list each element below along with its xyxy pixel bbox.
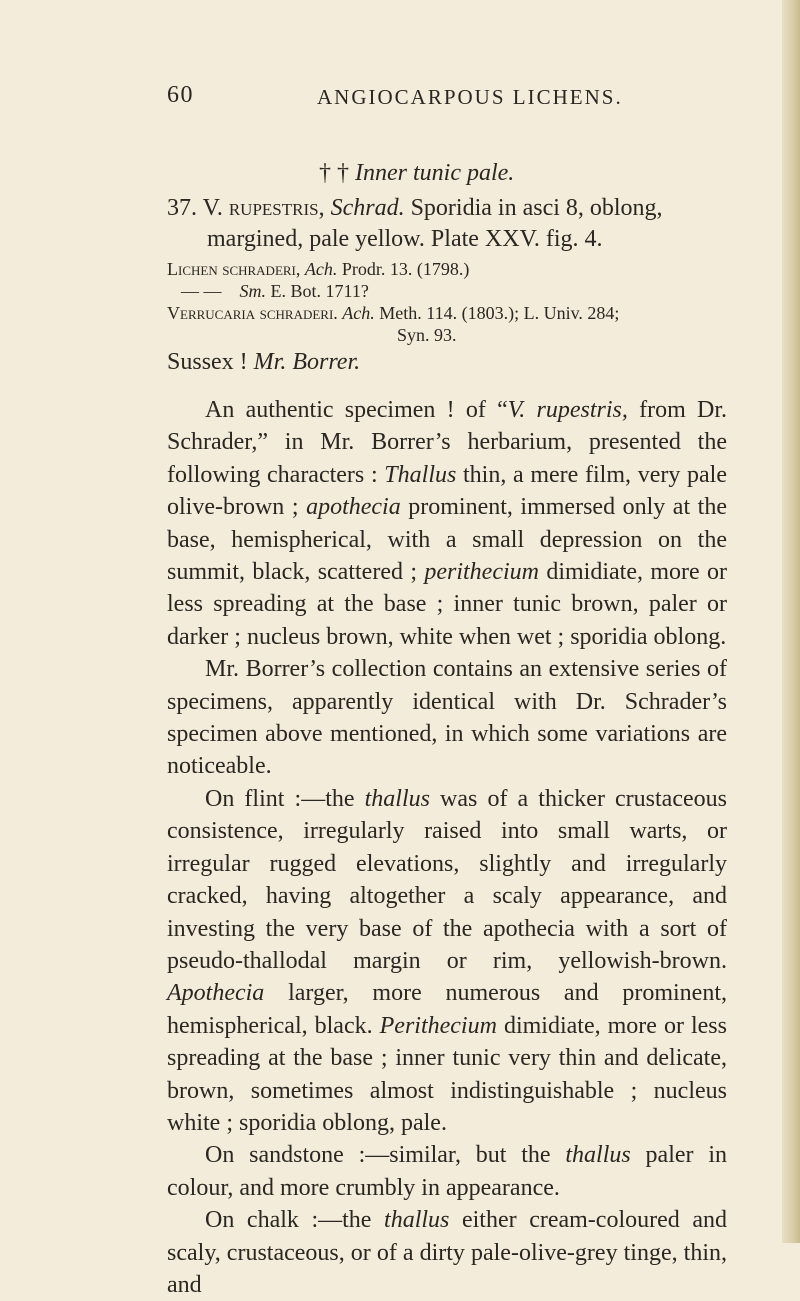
locality-collector: Mr. Borrer. — [253, 349, 361, 375]
species-entry — [167, 193, 727, 255]
paragraph: An authentic specimen ! of “V. rupestris, from Dr. Schrader,” in Mr. Borrer’s herbarium, presented the following characters : Thallus thin, a mere film, very pale olive-brown ; apothecia prominent, immersed only at the base, hemispherical, with a small depression on the summit, black, scattered ; perithecium dimidiate, more or less spreading at the base ; inner tunic brown, paler or darker ; nucleus brown, white when wet ; sporidia oblong. — [167, 397, 728, 650]
entry-species: rupestris, — [228, 195, 325, 221]
entry-number: 37. — [167, 195, 197, 221]
running-header — [167, 82, 727, 116]
section-subheading — [319, 160, 514, 187]
paragraph: On flint :—the thallus was of a thicker crustaceous consistence, irregularly raised into small warts, or irregular rugged elevations, slightly and irregularly cracked, having altogether a scaly appearance, and investing the very base of the apothecia with a sort of pseudo-thallodal margin or rim, yellowish-brown. Apothecia larger, more numerous and prominent, hemispherical, black. Perithecium dimidiate, more or less spreading at the base ; inner tunic very thin and delicate, brown, sometimes almost indistinguishable ; nucleus white ; sporidia oblong, pale. — [167, 785, 727, 1136]
subheading-text: Inner tunic pale. — [355, 160, 515, 186]
synonym-line: Syn. 93. — [397, 325, 457, 345]
synonym-line: Verrucaria schraderi. Ach. Meth. 114. (1803.); L. Univ. 284; — [167, 303, 620, 323]
page-edge-shadow — [782, 0, 800, 1243]
paragraph: On chalk :—the thallus either cream-coloured and scaly, crustaceous, or of a dirty pale-olive-grey tinge, thin, and — [167, 1207, 727, 1298]
dagger-marks: † † — [319, 160, 355, 186]
synonym-line: Lichen schraderi, Ach. Prodr. 13. (1798.) — [167, 259, 470, 279]
page-number: 60 — [167, 82, 194, 108]
locality — [167, 347, 727, 378]
entry-genus: V. — [202, 195, 223, 221]
entry-authority: Schrad. — [330, 195, 405, 221]
paragraph: Mr. Borrer’s collection contains an extensive series of specimens, apparently identical with Dr. Schrader’s specimen above mentioned, in which some variations are noticeable. — [167, 656, 727, 780]
synonymy — [167, 258, 727, 346]
entry-description-1: Sporidia in asci 8, oblong, — [410, 195, 663, 221]
entry-description-2: margined, pale yellow. Plate XXV. fig. 4. — [207, 226, 603, 252]
running-title: ANGIOCARPOUS LICHENS. — [317, 85, 623, 109]
body-text — [167, 378, 727, 1301]
paragraph: On sandstone :—similar, but the thallus paler in colour, and more crumbly in appearance. — [167, 1142, 727, 1201]
locality-place: Sussex ! — [167, 349, 248, 375]
synonym-line: — — Sm. E. Bot. 1711? — [181, 281, 369, 301]
